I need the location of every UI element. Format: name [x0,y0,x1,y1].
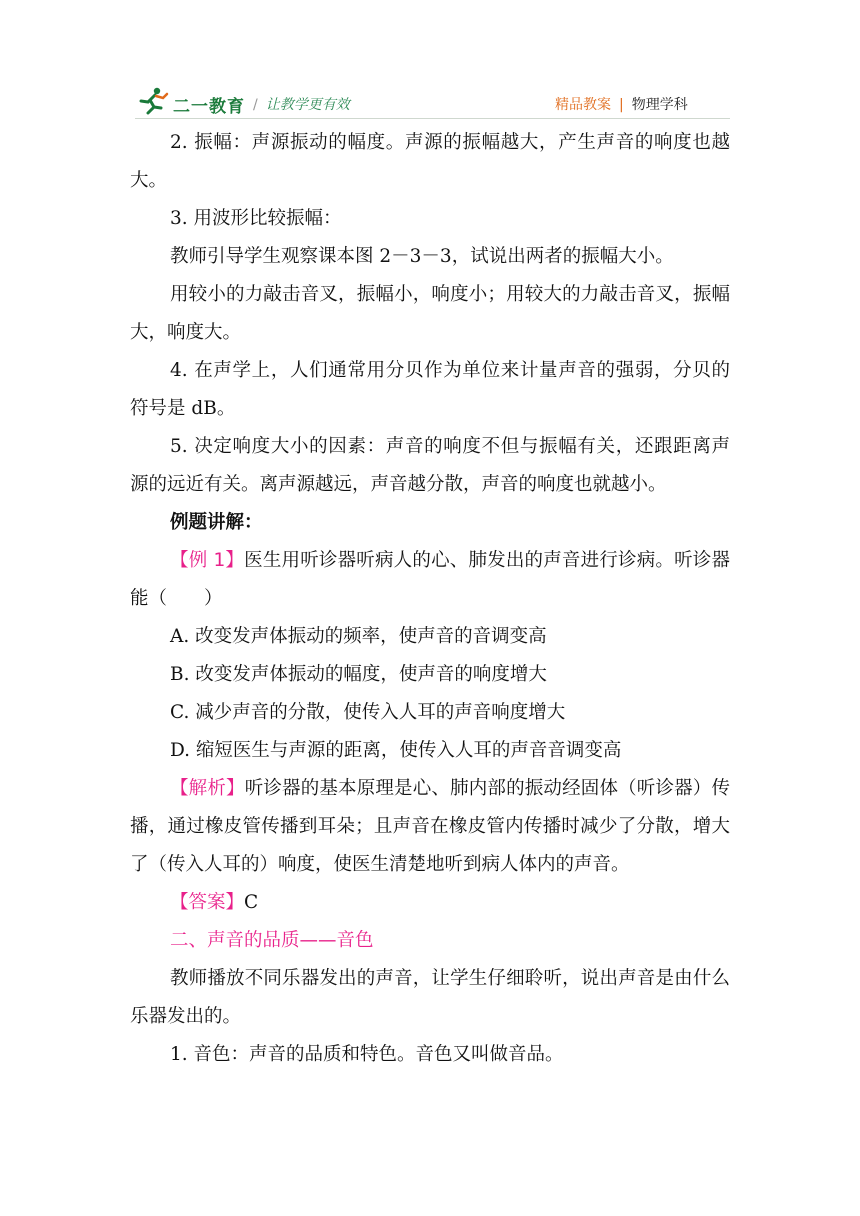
analysis [130,770,730,884]
document-body [130,124,730,1074]
option-c: C. 减少声音的分散，使传入人耳的声音响度增大 [170,702,566,723]
option-b: B. 改变发声体振动的幅度，使声音的响度增大 [170,664,547,685]
example-1-text: 医生用听诊器听病人的心、肺发出的声音进行诊病。听诊器能（ ） [130,550,730,609]
analysis-text: 听诊器的基本原理是心、肺内部的振动经固体（听诊器）传播，通过橡皮管传播到耳朵；且声音在橡皮管内传播时减少了分散，增大了（传入人耳的）响度，使医生清楚地听到病人体内的声音。 [130,778,730,875]
answer-value: C [244,892,259,913]
option-d: D. 缩短医生与声源的距离，使传入人耳的声音音调变高 [170,740,622,761]
paragraph-loudness-factors: 5. 决定响度大小的因素：声音的响度不但与振幅有关，还跟距离声源的远近有关。离声源越远，声音越分散，声音的响度也就越小。 [130,436,730,495]
page-header [135,86,735,120]
tag-subject: 物理学科 [631,97,688,113]
paragraph-decibel: 4. 在声学上，人们通常用分贝作为单位来计量声音的强弱，分贝的符号是 dB。 [130,360,730,419]
example-1 [130,542,730,618]
paragraph-waveform-heading: 3. 用波形比较振幅： [170,208,342,229]
paragraph-observe: 教师引导学生观察课本图 2－3－3，试说出两者的振幅大小。 [170,246,674,267]
example-1-tag: 【例 1】 [170,550,245,571]
paragraph-timbre: 1. 音色：声音的品质和特色。音色又叫做音品。 [170,1044,564,1065]
brand-name: 二一教育 [173,97,245,117]
section-2-heading: 二、声音的品质——音色 [170,930,374,951]
answer-tag: 【答案】 [170,892,245,913]
paragraph-instrument-listening: 教师播放不同乐器发出的声音，让学生仔细聆听，说出声音是由什么乐器发出的。 [130,968,730,1027]
header-divider [135,118,730,119]
example-heading: 例题讲解： [170,512,263,533]
header-tags: 精品教案 | 物理学科 [555,97,688,113]
paragraph-amplitude: 2. 振幅：声源振动的幅度。声源的振幅越大，产生声音的响度也越大。 [130,132,730,191]
slogan-text: 让教学更有效 [265,97,350,113]
paragraph-tuning-fork: 用较小的力敲击音叉，振幅小，响度小；用较大的力敲击音叉，振幅大，响度大。 [130,284,730,343]
answer [130,884,730,922]
tag-lesson-plan: 精品教案 [555,97,611,113]
runner-logo-icon [135,86,171,116]
analysis-tag: 【解析】 [170,778,245,799]
slogan: / 让教学更有效 [253,97,350,113]
option-a: A. 改变发声体振动的频率，使声音的音调变高 [170,626,547,647]
